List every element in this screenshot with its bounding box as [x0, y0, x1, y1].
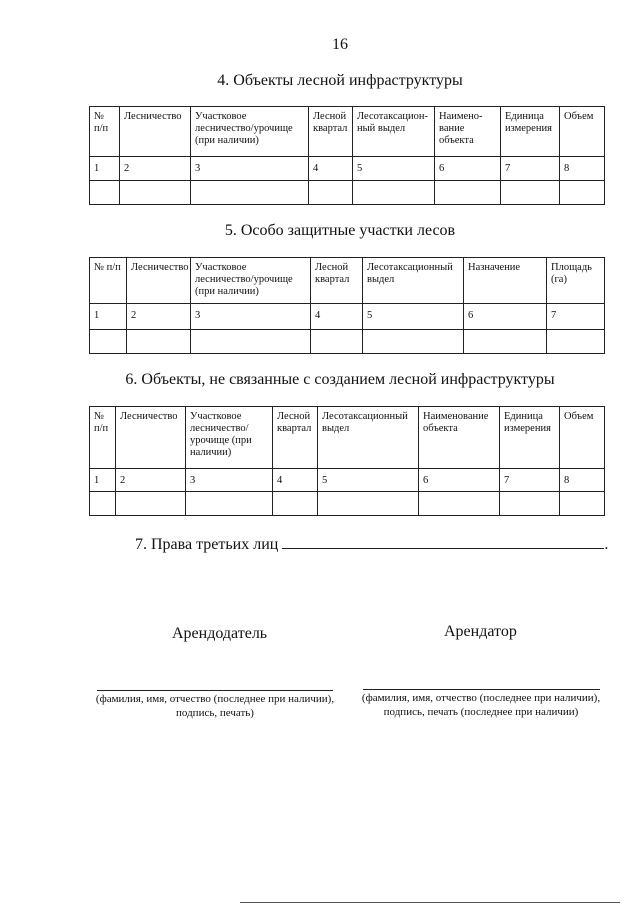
- empty-cell: [90, 492, 116, 516]
- empty-cell: [501, 181, 560, 205]
- empty-cell: [435, 181, 501, 205]
- empty-cell: [273, 492, 318, 516]
- lessee-signature-line: [363, 689, 600, 690]
- header-cell: Лесотаксационный выдел: [318, 407, 419, 469]
- section-6-title: 6. Объекты, не связанные с созданием лесной инфраструктуры: [125, 371, 555, 388]
- empty-cell: [547, 330, 605, 354]
- empty-cell: [311, 330, 363, 354]
- header-cell: № п/п: [90, 258, 127, 304]
- header-cell: Участковое лесничество/урочище (при наличии): [191, 258, 311, 304]
- empty-cell: [560, 492, 605, 516]
- empty-cell: [560, 181, 605, 205]
- header-cell: Единица измерения: [501, 107, 560, 157]
- number-cell: 6: [464, 304, 547, 330]
- number-cell: 7: [500, 469, 560, 492]
- lessee-signature-caption: (фамилия, имя, отчество (последнее при наличии), подпись, печать (последнее при наличии): [361, 692, 601, 718]
- empty-cell: [191, 330, 311, 354]
- header-cell: Лесотаксацион-ный выдел: [353, 107, 435, 157]
- empty-cell: [186, 492, 273, 516]
- header-cell: Лесной квартал: [273, 407, 318, 469]
- third-party-rights: [135, 534, 608, 554]
- empty-cell: [127, 330, 191, 354]
- table-number-row: [90, 304, 605, 330]
- third-party-rights-label: 7. Права третьих лиц: [135, 536, 279, 553]
- number-cell: 3: [191, 157, 309, 181]
- empty-cell: [116, 492, 186, 516]
- empty-cell: [353, 181, 435, 205]
- lessee-heading: Арендатор: [444, 623, 517, 640]
- number-cell: 4: [311, 304, 363, 330]
- header-cell: Назначение: [464, 258, 547, 304]
- scan-edge-line: [240, 902, 620, 903]
- header-cell: Лесной квартал: [311, 258, 363, 304]
- lessor-heading: Арендодатель: [172, 625, 268, 642]
- table-header-row: [90, 258, 605, 304]
- number-cell: 2: [120, 157, 191, 181]
- header-cell: Участковое лесничество/урочище (при наличии): [191, 107, 309, 157]
- section-5-table: [89, 257, 605, 354]
- table-header-row: [90, 407, 605, 469]
- third-party-rights-end: .: [604, 536, 609, 553]
- section-4-table: [89, 106, 605, 205]
- number-cell: 4: [309, 157, 353, 181]
- empty-cell: [309, 181, 353, 205]
- lessor-signature-line: [97, 690, 333, 691]
- empty-cell: [419, 492, 500, 516]
- header-cell: Наимено-вание объекта: [435, 107, 501, 157]
- number-cell: 2: [116, 469, 186, 492]
- header-cell: Лесной квартал: [309, 107, 353, 157]
- section-4-title: 4. Объекты лесной инфраструктуры: [217, 72, 463, 89]
- third-party-rights-blank-line: [282, 534, 604, 549]
- empty-cell: [191, 181, 309, 205]
- number-cell: 1: [90, 469, 116, 492]
- number-cell: 5: [363, 304, 464, 330]
- table-empty-row: [90, 492, 605, 516]
- header-cell: Единица измерения: [500, 407, 560, 469]
- number-cell: 5: [318, 469, 419, 492]
- empty-cell: [120, 181, 191, 205]
- number-cell: 7: [501, 157, 560, 181]
- header-cell: Лесотаксационный выдел: [363, 258, 464, 304]
- header-cell: Участковое лесничество/ урочище (при наличии): [186, 407, 273, 469]
- empty-cell: [318, 492, 419, 516]
- header-cell: Наименование объекта: [419, 407, 500, 469]
- table-empty-row: [90, 330, 605, 354]
- number-cell: 1: [90, 157, 120, 181]
- section-5-title: 5. Особо защитные участки лесов: [224, 222, 456, 239]
- number-cell: 8: [560, 469, 605, 492]
- table-number-row: [90, 469, 605, 492]
- number-cell: 2: [127, 304, 191, 330]
- section-6-table: [89, 406, 605, 516]
- number-cell: 5: [353, 157, 435, 181]
- header-cell: № п/п: [90, 107, 120, 157]
- header-cell: Объем: [560, 107, 605, 157]
- table-header-row: [90, 107, 605, 157]
- table-number-row: [90, 157, 605, 181]
- header-cell: Объем: [560, 407, 605, 469]
- number-cell: 3: [186, 469, 273, 492]
- empty-cell: [464, 330, 547, 354]
- number-cell: 3: [191, 304, 311, 330]
- number-cell: 4: [273, 469, 318, 492]
- table-empty-row: [90, 181, 605, 205]
- empty-cell: [90, 330, 127, 354]
- header-cell: № п/п: [90, 407, 116, 469]
- number-cell: 7: [547, 304, 605, 330]
- lessor-signature-caption: (фамилия, имя, отчество (последнее при наличии), подпись, печать): [95, 693, 335, 719]
- number-cell: 6: [435, 157, 501, 181]
- empty-cell: [500, 492, 560, 516]
- header-cell: Лесничество: [127, 258, 191, 304]
- page-number: 16: [332, 36, 348, 53]
- number-cell: 1: [90, 304, 127, 330]
- empty-cell: [363, 330, 464, 354]
- header-cell: Лесничество: [120, 107, 191, 157]
- header-cell: Площадь (га): [547, 258, 605, 304]
- empty-cell: [90, 181, 120, 205]
- number-cell: 8: [560, 157, 605, 181]
- number-cell: 6: [419, 469, 500, 492]
- header-cell: Лесничество: [116, 407, 186, 469]
